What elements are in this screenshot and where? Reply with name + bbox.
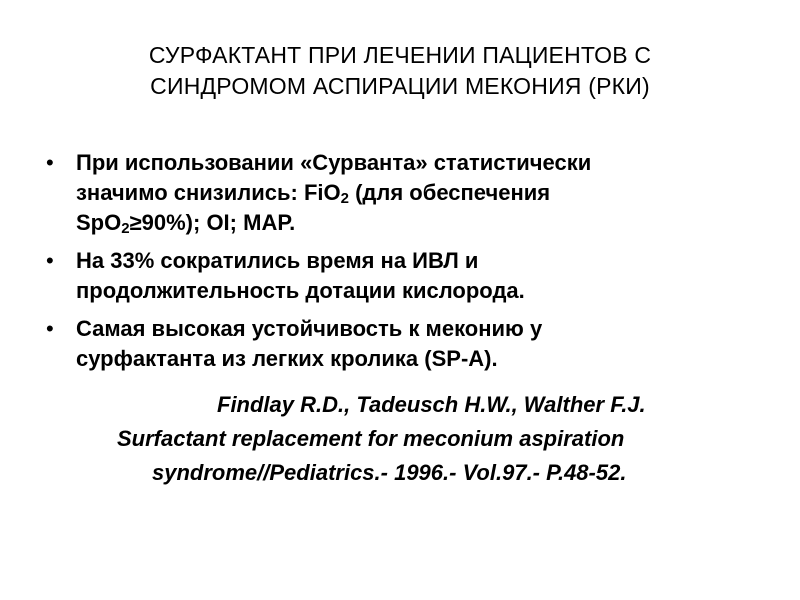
bullet-3-line-2: сурфактанта из легких кролика (SP-A). (76, 346, 498, 371)
bullet-list (46, 148, 766, 382)
bullet-1-line-3 (76, 208, 766, 238)
citation-authors: Findlay R.D., Tadeusch H.W., Walther F.J. (217, 392, 646, 417)
citation-title-line-2: syndrome//Pediatrics.- 1996.- Vol.97.- P.48-52. (152, 460, 627, 485)
bullet-icon: • (46, 248, 54, 273)
citation-title-line-1: Surfactant replacement for meconium aspiration (117, 426, 625, 451)
bullet-item-1 (46, 148, 766, 238)
bullet-item-2 (46, 246, 766, 306)
title-line-2: СИНДРОМОМ АСПИРАЦИИ МЕКОНИЯ (РКИ) (150, 73, 650, 99)
slide-title (60, 40, 740, 102)
bullet-1-line-1: При использовании «Сурванта» статистически (76, 150, 592, 175)
bullet-2-line-2: продолжительность дотации кислорода. (76, 278, 525, 303)
bullet-item-3 (46, 314, 766, 374)
bullet-1-line-3-text-a: SpO (76, 210, 122, 235)
bullet-3-line-1: Самая высокая устойчивость к меконию у (76, 316, 543, 341)
bullet-icon: • (46, 150, 54, 175)
citation (0, 388, 800, 490)
spo2-subscript: 2 (121, 220, 130, 237)
bullet-2-line-1: На 33% сократились время на ИВЛ и (76, 248, 479, 273)
bullet-icon: • (46, 316, 54, 341)
fio2-subscript: 2 (340, 190, 349, 207)
title-line-1: СУРФАКТАНТ ПРИ ЛЕЧЕНИИ ПАЦИЕНТОВ С (148, 42, 652, 68)
bullet-1-line-2-text-a: значимо снизились: FiO (76, 180, 341, 205)
bullet-1-line-2 (76, 178, 766, 208)
bullet-1-line-2-text-b: (для обеспечения (348, 180, 551, 205)
bullet-1-line-3-text-b: ≥90%); OI; MAP. (129, 210, 296, 235)
